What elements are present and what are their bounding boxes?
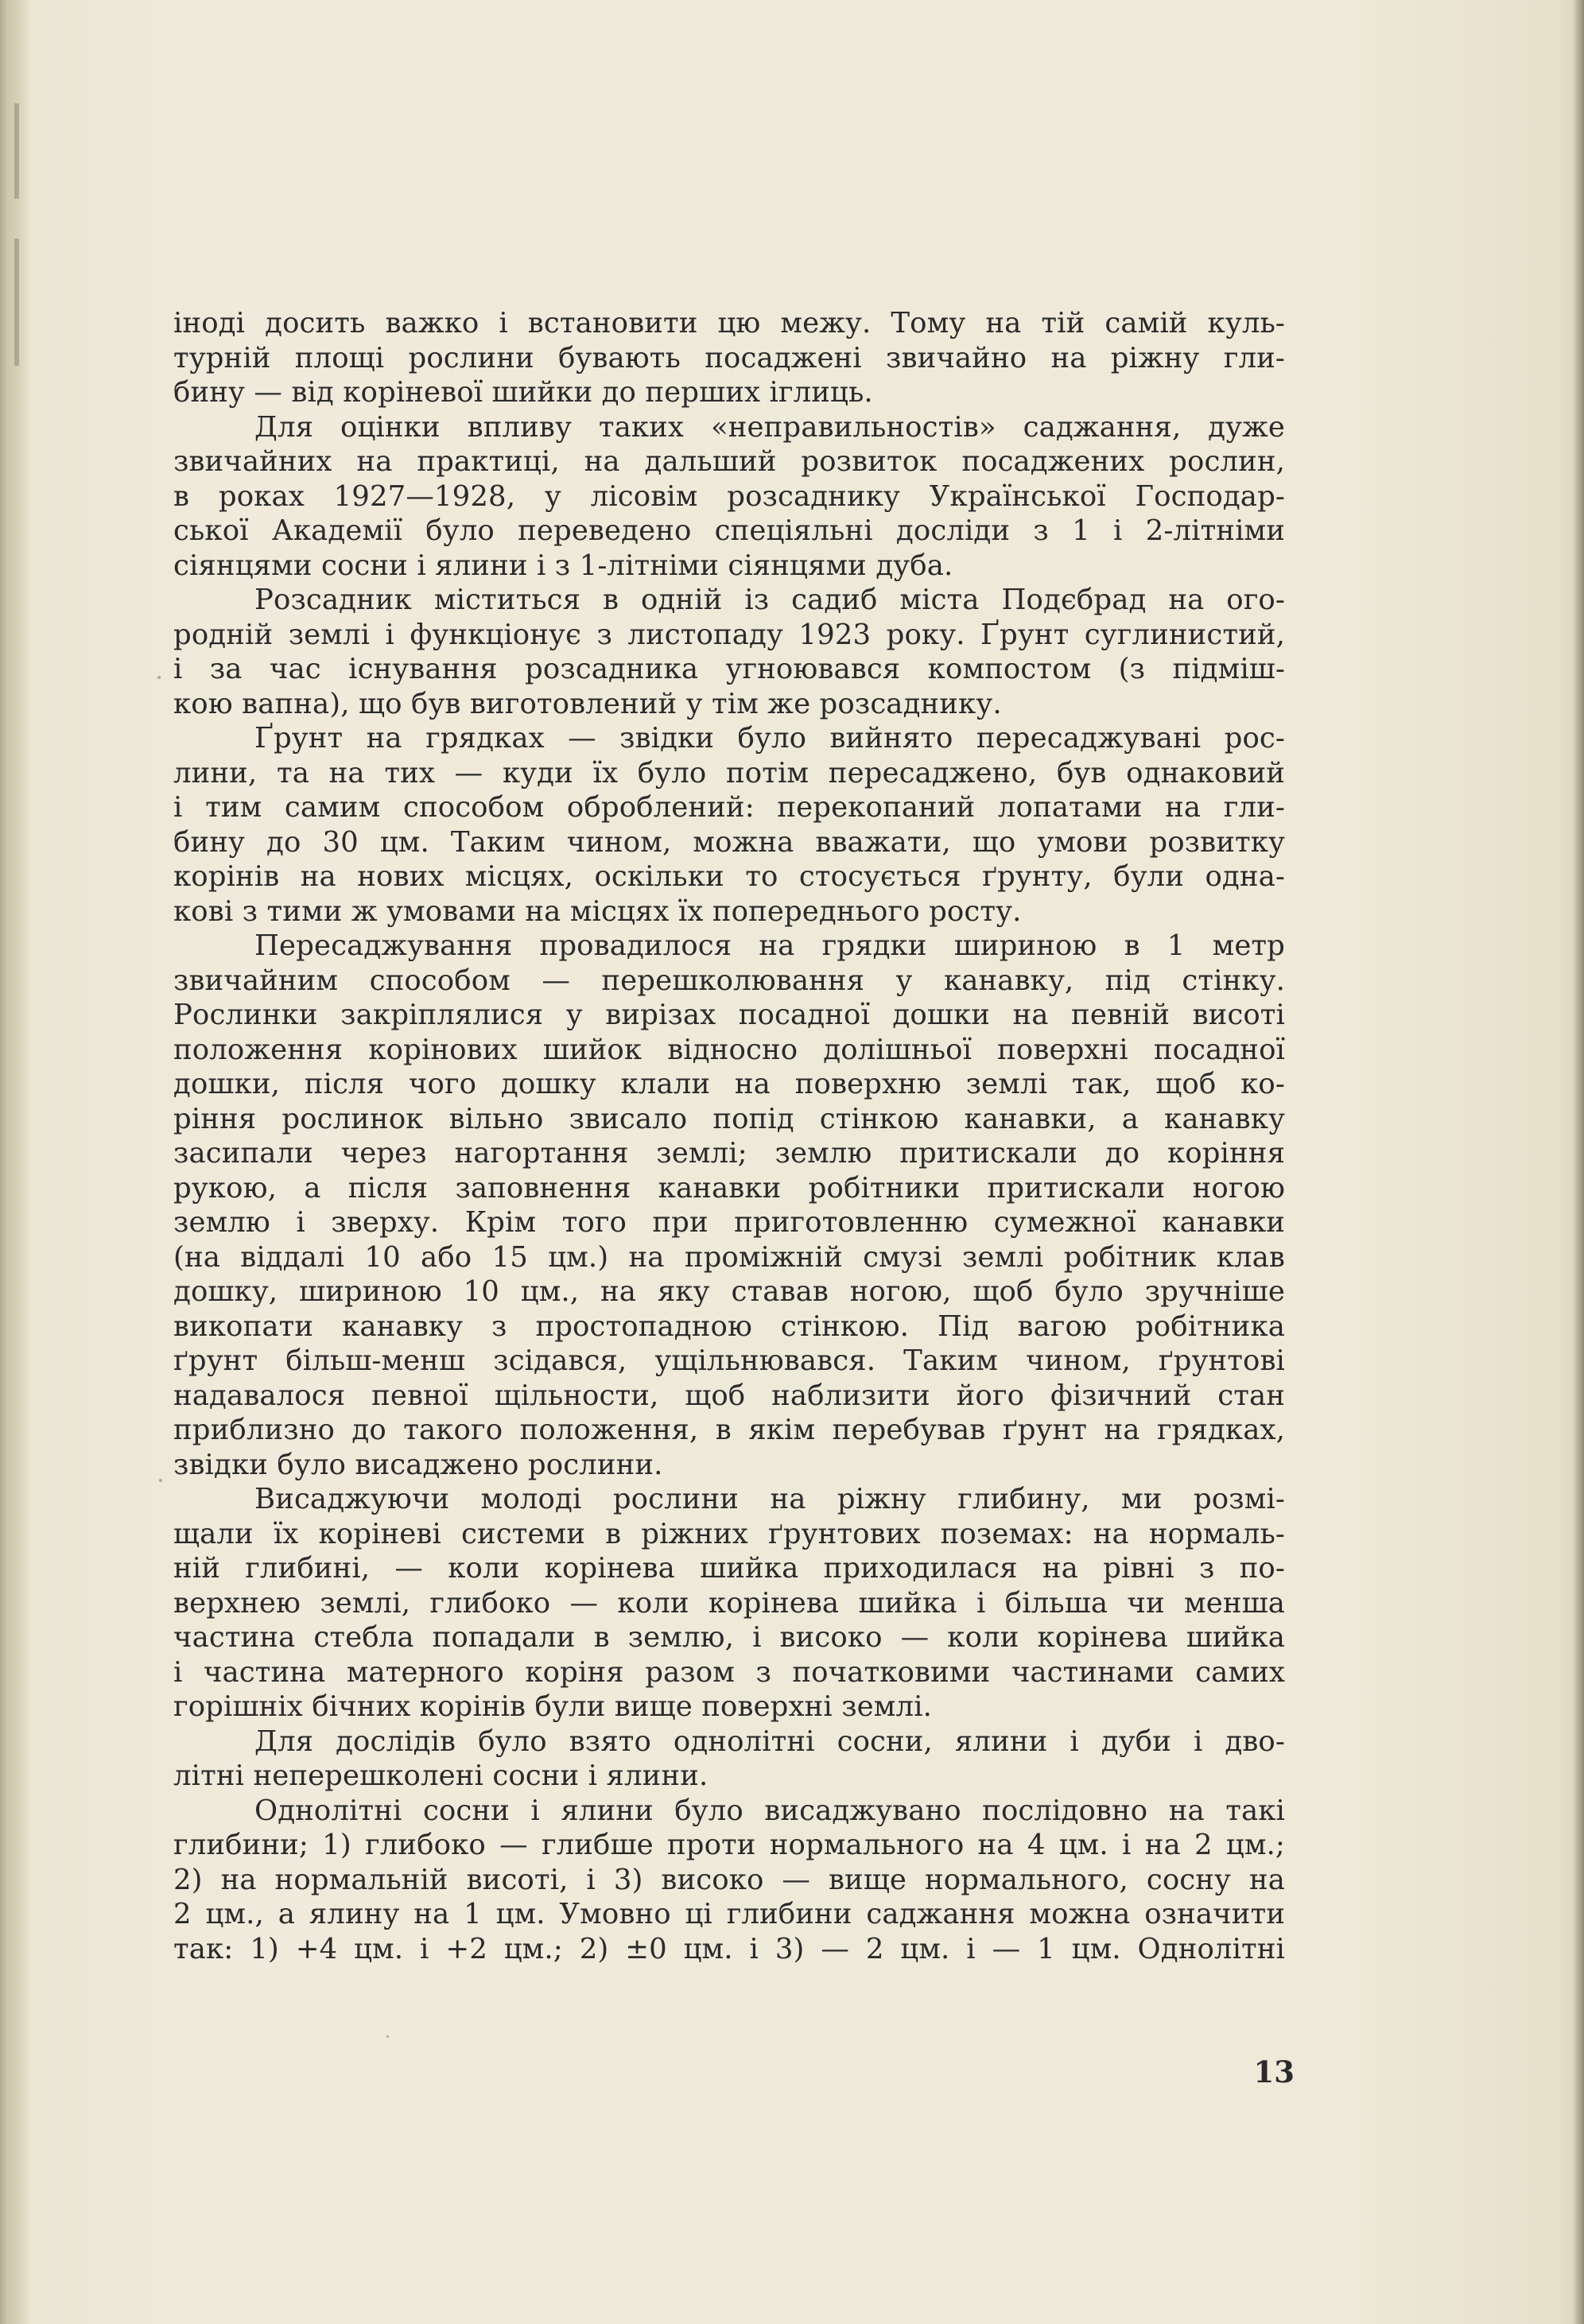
text-line: щали їх коріневі системи в ріжних ґрунтових поземах: на нормаль- — [173, 1517, 1285, 1550]
text-line: засипали через нагортання землі; землю притискали до коріння — [173, 1137, 1285, 1170]
text-line: 2 цм., а ялину на 1 цм. Умовно ці глибини саджання можна означити — [173, 1898, 1285, 1930]
paragraph — [173, 583, 1285, 721]
text-line: ґрунт більш-менш зсідався, ущільнювався. Таким чином, ґрунтові — [173, 1344, 1285, 1377]
text-line: 2) на нормальній висоті, і 3) високо — вище нормального, сосну на — [173, 1863, 1285, 1896]
binding-mark — [14, 239, 19, 366]
text-line: Пересаджування провадилося на грядки шириною в 1 метр — [254, 929, 1285, 962]
paper-speck — [157, 676, 161, 679]
text-line: звичайних на практиці, на дальший розвиток посаджених рослин, — [173, 445, 1285, 478]
text-line: Для дослідів було взято однолітні сосни, ялини і дуби і дво- — [254, 1725, 1285, 1758]
text-line: Ґрунт на грядках — звідки було вийнято пересаджувані рос- — [254, 722, 1285, 755]
text-line: і за час існування розсадника угноювався компостом (з підміш- — [173, 653, 1285, 685]
paragraph — [173, 929, 1285, 1482]
text-line: турній площі рослини бувають посаджені звичайно на ріжну гли- — [173, 341, 1285, 374]
text-line: і частина матерного коріня разом з початковими частинами самих — [173, 1655, 1285, 1689]
text-line: положення корінових шийок відносно долішньої поверхні посадної — [173, 1033, 1285, 1066]
text-line: верхнею землі, глибоко — коли корінева шийка і більша чи менша — [173, 1586, 1285, 1620]
text-line: літні неперешколені сосни і ялини. — [173, 1759, 709, 1792]
text-line: дошки, після чого дошку клали на поверхню землі так, щоб ко- — [173, 1068, 1285, 1100]
text-line: рукою, а після заповнення канавки робітники притискали ногою — [173, 1171, 1285, 1205]
text-line: Рослинки закріплялися у вирізах посадної дошки на певній висоті — [173, 999, 1285, 1031]
text-line: викопати канавку з простопадною стінкою. Під вагою робітника — [173, 1309, 1285, 1343]
text-line: ній глибині, — коли корінева шийка приходилася на рівні з по- — [173, 1552, 1285, 1585]
paper-speck — [159, 1479, 162, 1482]
paragraph — [173, 1794, 1285, 1967]
body-text — [173, 306, 1285, 1966]
text-line: кою вапна), що був виготовлений у тім же розсаднику. — [173, 687, 1002, 720]
paragraph — [173, 306, 1285, 410]
binding-mark — [14, 103, 19, 199]
text-line: в роках 1927—1928, у лісовім розсаднику Української Господар- — [173, 479, 1285, 513]
paper-speck — [386, 2035, 389, 2038]
text-line: звідки було висаджено рослини. — [173, 1448, 663, 1481]
text-line: дошку, шириною 10 цм., на яку ставав ногою, щоб було зручніше — [173, 1275, 1285, 1308]
text-line: горішніх бічних корінів були вище поверхні землі. — [173, 1690, 932, 1723]
text-line: корінів на нових місцях, оскільки то стосується ґрунту, були одна- — [173, 860, 1285, 893]
text-line: приблизно до такого положення, в якім перебував ґрунт на грядках, — [173, 1414, 1285, 1446]
text-line: так: 1) +4 цм. і +2 цм.; 2) ±0 цм. і 3) — 2 цм. і — 1 цм. Однолітні — [173, 1932, 1285, 1965]
text-line: кові з тими ж умовами на місцях їх попереднього росту. — [173, 894, 1022, 928]
text-line: бину до 30 цм. Таким чином, можна вважати, що умови розвитку — [173, 825, 1285, 859]
text-line: родній землі і функціонує з листопаду 1923 року. Ґрунт суглинистий, — [173, 618, 1285, 651]
text-line: бину — від коріневої шийки до перших іглиць. — [173, 376, 873, 409]
text-line: надавалося певної щільности, щоб наблизити його фізичний стан — [173, 1379, 1285, 1412]
text-line: глибини; 1) глибоко — глибше проти нормального на 4 цм. і на 2 цм.; — [173, 1829, 1285, 1861]
text-line: ріння рослинок вільно звисало попід стінкою канавки, а канавку — [173, 1102, 1285, 1135]
text-line: звичайним способом — перешколювання у канавку, під стінку. — [173, 964, 1285, 997]
text-line: лини, та на тих — куди їх було потім пересаджено, був однаковий — [173, 756, 1285, 790]
text-line: і тим самим способом оброблений: перекопаний лопатами на гли- — [173, 791, 1285, 824]
paragraph — [173, 410, 1285, 584]
page-number: 13 — [1253, 2054, 1295, 2089]
text-line: Висаджуючи молоді рослини на ріжну глибину, ми розмі- — [254, 1483, 1285, 1515]
page-edge-shadow — [1573, 0, 1584, 2324]
text-line: землю і зверху. Крім того при приготовленню сумежної канавки — [173, 1206, 1285, 1239]
paragraph — [173, 1482, 1285, 1725]
text-line: сіянцями сосни і ялини і з 1-літніми сіянцями дуба. — [173, 549, 953, 582]
text-line: Для оцінки впливу таких «неправильностів» саджання, дуже — [254, 410, 1285, 444]
text-line: ської Академії було переведено спеціяльні досліди з 1 і 2-літніми — [173, 514, 1285, 547]
paragraph — [173, 721, 1285, 929]
text-line: Однолітні сосни і ялини було висаджувано послідовно на такі — [254, 1794, 1285, 1827]
text-line: іноді досить важко і встановити цю межу. Тому на тій самій куль- — [173, 307, 1285, 339]
text-line: частина стебла попадали в землю, і високо — коли корінева шийка — [173, 1621, 1285, 1654]
paragraph — [173, 1725, 1285, 1794]
text-line: (на віддалі 10 або 15 цм.) на проміжній смузі землі робітник клав — [173, 1240, 1285, 1274]
text-line: Розсадник міститься в одній із садиб міста Подєбрад на ого- — [254, 584, 1285, 616]
